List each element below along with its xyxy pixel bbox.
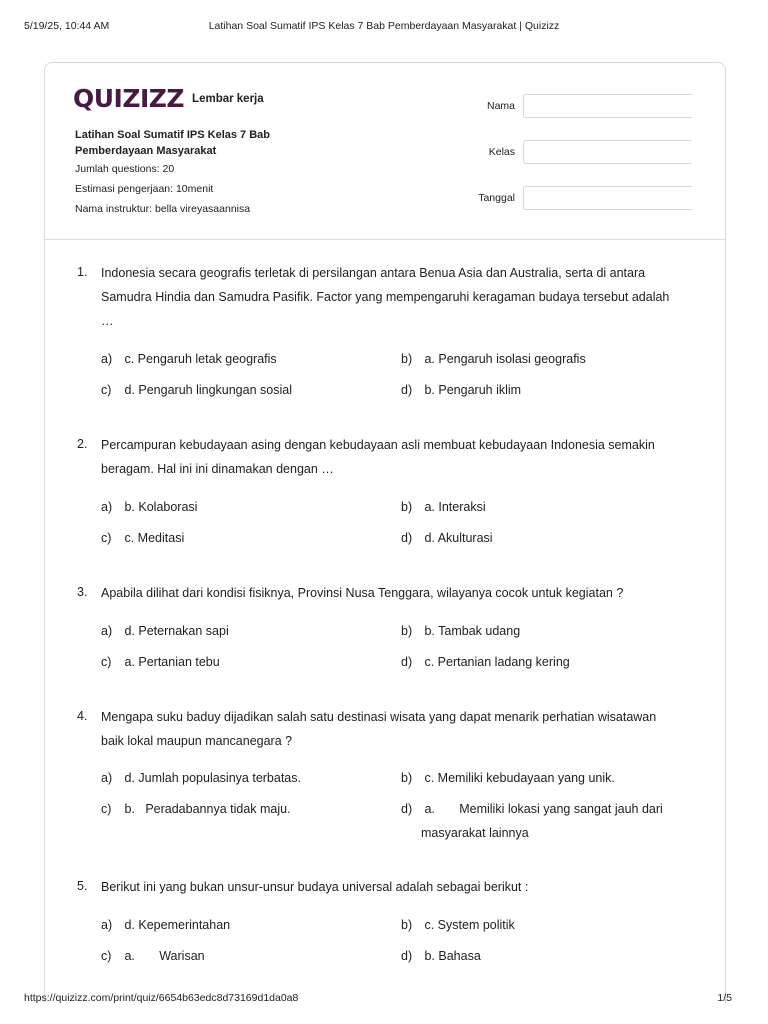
- option-d[interactable]: [401, 944, 701, 968]
- question-number: 4.: [77, 709, 88, 723]
- estimated-duration: Estimasi pengerjaan: 10menit: [75, 183, 214, 195]
- question-number: 1.: [77, 265, 88, 279]
- option-c[interactable]: [101, 526, 391, 550]
- option-label: c): [101, 531, 112, 545]
- quiz-title: [75, 127, 315, 159]
- option-text: a. Interaksi: [424, 500, 486, 514]
- option-label: b): [401, 352, 413, 366]
- option-d[interactable]: [401, 797, 701, 845]
- option-a[interactable]: [101, 619, 391, 643]
- option-b[interactable]: [401, 495, 701, 519]
- option-text: a. Pertanian tebu: [124, 655, 220, 669]
- question-line: baik lokal maupun mancanegara ?: [101, 734, 293, 748]
- worksheet-card: [44, 62, 726, 1003]
- option-text: b. Kolaborasi: [124, 500, 198, 514]
- quiz-title-line: Pemberdayaan Masyarakat: [75, 145, 217, 157]
- option-b[interactable]: [401, 766, 701, 790]
- option-text: b. Bahasa: [424, 949, 481, 963]
- option-text: c. Pertanian ladang kering: [424, 655, 570, 669]
- option-label: b): [401, 918, 413, 932]
- option-label: a): [101, 352, 113, 366]
- option-text: a. Pengaruh isolasi geografis: [424, 352, 586, 366]
- option-text: d. Kepemerintahan: [124, 918, 231, 932]
- option-d[interactable]: [401, 378, 701, 402]
- option-label: d): [401, 655, 413, 669]
- option-text: c. Pengaruh letak geografis: [124, 352, 277, 366]
- option-label: c): [101, 802, 112, 816]
- worksheet-header: [45, 63, 725, 240]
- option-text: b. Peradabannya tidak maju.: [124, 802, 291, 816]
- option-text: b. Pengaruh iklim: [424, 383, 522, 397]
- option-label: d): [401, 802, 413, 816]
- question-text: [101, 581, 701, 605]
- question-line: Berikut ini yang bukan unsur-unsur budaya universal adalah sebagai berikut :: [101, 880, 529, 894]
- option-label: d): [401, 531, 413, 545]
- quizizz-logo: QUIZIZZ: [73, 84, 185, 113]
- option-c[interactable]: [101, 650, 391, 674]
- option-text: d. Pengaruh lingkungan sosial: [124, 383, 292, 397]
- option-d[interactable]: [401, 650, 701, 674]
- instructor-name: Nama instruktur: bella vireyasaannisa: [75, 203, 251, 215]
- option-a[interactable]: [101, 347, 391, 371]
- option-label: a): [101, 500, 113, 514]
- option-d[interactable]: [401, 526, 701, 550]
- option-c[interactable]: [101, 797, 391, 821]
- page-url: https://quizizz.com/print/quiz/6654b63edc8d73169d1da0a8: [24, 992, 299, 1004]
- option-label: c): [101, 655, 112, 669]
- print-header: [0, 0, 768, 40]
- option-label: b): [401, 624, 413, 638]
- question-line: beragam. Hal ini ini dinamakan dengan …: [101, 462, 334, 476]
- option-text: d. Jumlah populasinya terbatas.: [124, 771, 301, 785]
- option-a[interactable]: [101, 495, 391, 519]
- option-a[interactable]: [101, 766, 391, 790]
- quiz-title-line: Latihan Soal Sumatif IPS Kelas 7 Bab: [75, 129, 270, 141]
- option-text: b. Tambak udang: [424, 624, 521, 638]
- option-label: b): [401, 771, 413, 785]
- class-field[interactable]: [523, 140, 692, 164]
- name-label: Nama: [486, 100, 515, 112]
- print-footer: [0, 992, 768, 1012]
- option-c[interactable]: [101, 378, 391, 402]
- brand: [73, 83, 264, 113]
- option-label: a): [101, 771, 113, 785]
- question-text: [101, 433, 701, 481]
- question-number: 3.: [77, 585, 88, 599]
- option-b[interactable]: [401, 913, 701, 937]
- option-text: c. Meditasi: [124, 531, 185, 545]
- option-text: a. Memiliki lokasi yang sangat jauh dari: [424, 802, 663, 816]
- option-label: d): [401, 383, 413, 397]
- worksheet-subtitle: Lembar kerja: [192, 93, 264, 105]
- question-text: [101, 705, 701, 753]
- question-line: Indonesia secara geografis terletak di persilangan antara Benua Asia dan Australia, serta di antara: [101, 266, 646, 280]
- print-datetime: 5/19/25, 10:44 AM: [24, 20, 110, 32]
- question-line: …: [101, 314, 114, 328]
- option-text-continued: masyarakat lainnya: [421, 826, 529, 840]
- date-label: Tanggal: [478, 192, 515, 204]
- question-line: Samudra Hindia dan Samudra Pasifik. Factor yang mempengaruhi keragaman budaya tersebut adalah: [101, 290, 670, 304]
- option-text: d. Akulturasi: [424, 531, 493, 545]
- option-label: c): [101, 383, 112, 397]
- option-text: c. Memiliki kebudayaan yang unik.: [424, 771, 615, 785]
- option-a[interactable]: [101, 913, 391, 937]
- option-b[interactable]: [401, 347, 701, 371]
- page-number: 1/5: [717, 992, 732, 1004]
- print-page-title: Latihan Soal Sumatif IPS Kelas 7 Bab Pemberdayaan Masyarakat | Quizizz: [208, 20, 560, 32]
- question-text: [101, 875, 701, 899]
- question-line: Percampuran kebudayaan asing dengan kebudayaan asli membuat kebudayaan Indonesia semakin: [101, 438, 655, 452]
- option-label: a): [101, 918, 113, 932]
- date-field[interactable]: [523, 186, 692, 210]
- option-label: a): [101, 624, 113, 638]
- class-label: Kelas: [488, 146, 515, 158]
- option-text: a. Warisan: [124, 949, 205, 963]
- question-number: 5.: [77, 879, 88, 893]
- option-label: c): [101, 949, 112, 963]
- question-line: Apabila dilihat dari kondisi fisiknya, Provinsi Nusa Tenggara, wilayanya cocok untuk kegiatan ?: [101, 586, 624, 600]
- name-field[interactable]: [523, 94, 692, 118]
- option-label: d): [401, 949, 413, 963]
- question-count: Jumlah questions: 20: [75, 163, 175, 175]
- option-text: c. System politik: [424, 918, 515, 932]
- option-b[interactable]: [401, 619, 701, 643]
- option-c[interactable]: [101, 944, 391, 968]
- question-number: 2.: [77, 437, 88, 451]
- question-text: [101, 261, 701, 333]
- question-line: Mengapa suku baduy dijadikan salah satu destinasi wisata yang dapat menarik perhatian wisatawan: [101, 710, 657, 724]
- option-label: b): [401, 500, 413, 514]
- option-text: d. Peternakan sapi: [124, 624, 229, 638]
